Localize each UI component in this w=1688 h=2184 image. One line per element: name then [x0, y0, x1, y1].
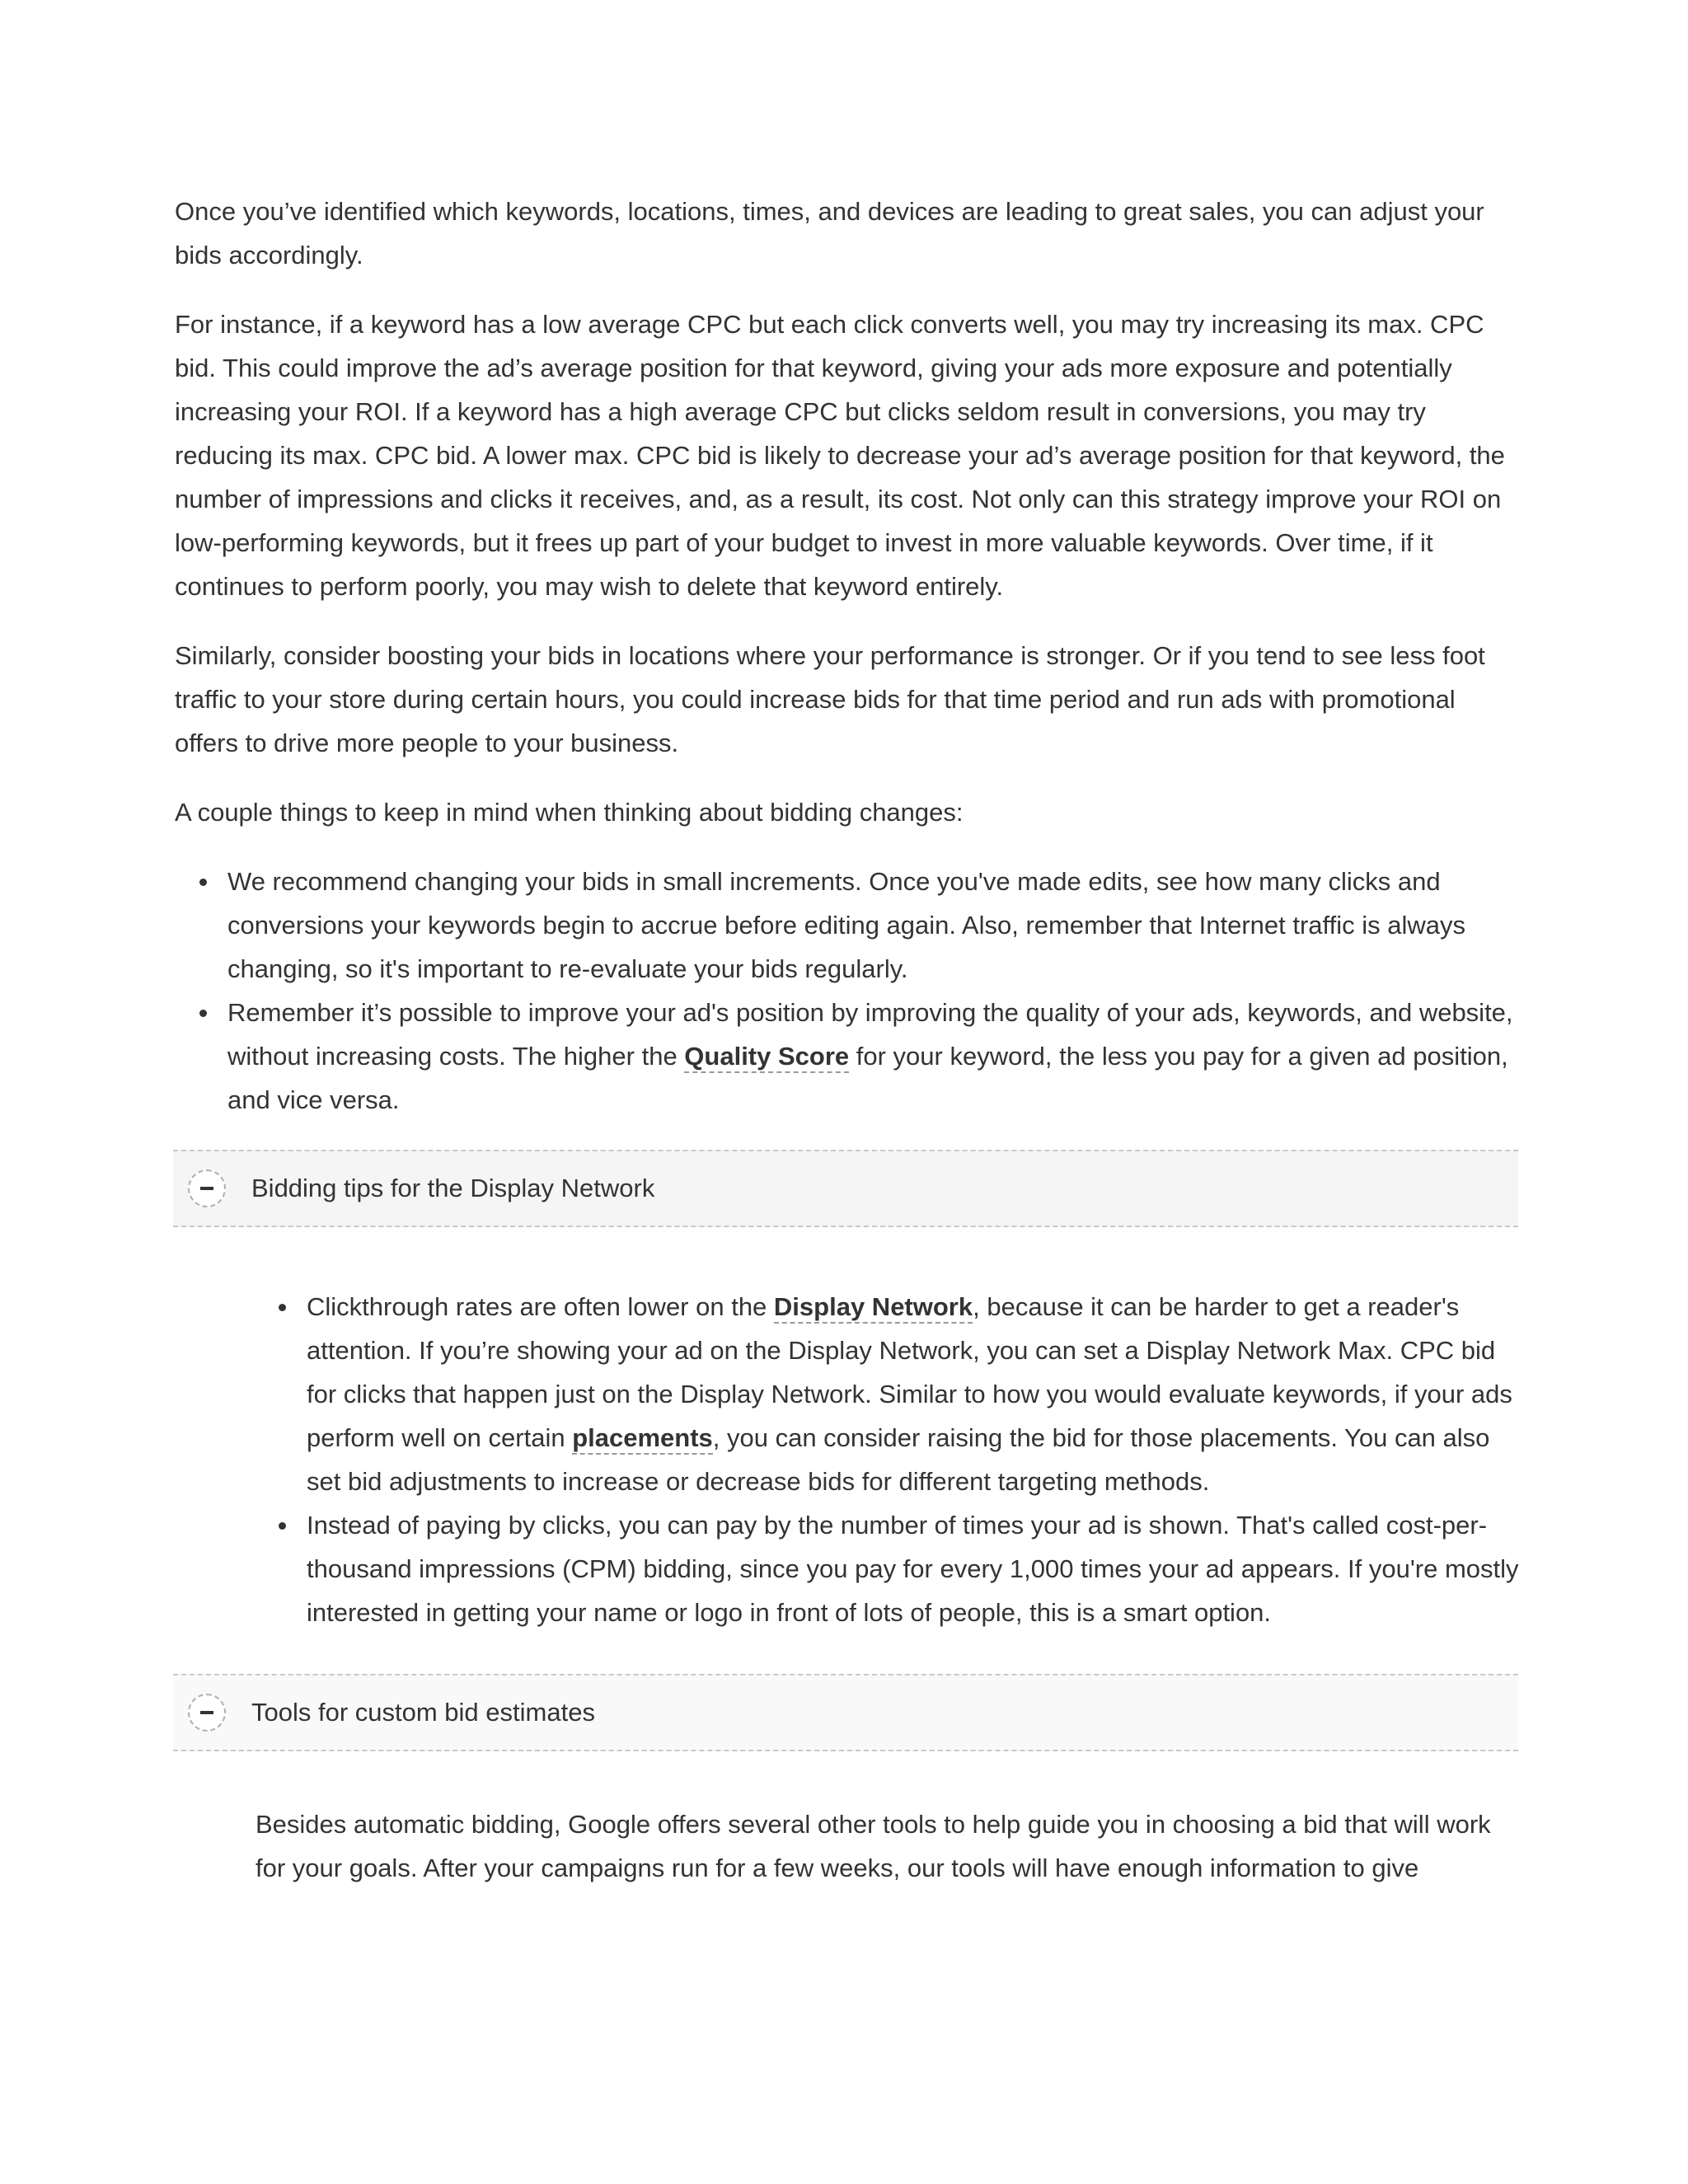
- display-network-section-header[interactable]: [173, 1150, 1518, 1227]
- list-item: [175, 860, 1520, 991]
- list-item: [175, 991, 1520, 1122]
- list-item-text-after: for your keyword, the less you pay for a given ad position, and vice versa.: [227, 1042, 1508, 1114]
- minus-circle-icon[interactable]: [188, 1169, 226, 1207]
- list-item: [254, 1503, 1520, 1634]
- display-network-link[interactable]: Display Network: [774, 1292, 973, 1324]
- locations-paragraph: Similarly, consider boosting your bids in locations where your performance is stronger. Or if you tend to see less foot traffic to your store during certain hours, you could increase bids for that time period and run ads with promotional offers to drive more people to your business.: [175, 641, 1485, 757]
- list-item-text: We recommend changing your bids in small increments. Once you've made edits, see how many clicks and conversions your keywords begin to accrue before editing again. Also, remember that Internet traffic is always changing, so it's important to re-evaluate your bids regularly.: [227, 867, 1465, 983]
- list-item-text-middle: , because it can be harder to get a reader's attention. If you’re showing your ad on the Display Network, you can set a Display Network Max. CPC bid for clicks that happen just on the Display Network. Similar to how you would evaluate keywords, if your ads perform well on certain: [307, 1292, 1512, 1452]
- list-item-text-before: Clickthrough rates are often lower on the: [307, 1292, 774, 1321]
- display-network-section-title: Bidding tips for the Display Network: [251, 1174, 655, 1202]
- custom-bid-section-header[interactable]: [173, 1674, 1518, 1751]
- bidding-changes-intro: A couple things to keep in mind when thinking about bidding changes:: [175, 798, 964, 827]
- cpc-bid-paragraph: For instance, if a keyword has a low average CPC but each click converts well, you may try increasing its max. CPC bid. This could improve the ad’s average position for that keyword, giving your ads more exposure and potentially increasing your ROI. If a keyword has a high average CPC but clicks seldom result in conversions, you may try reducing its max. CPC bid. A lower max. CPC bid is likely to decrease your ad’s average position for that keyword, the number of impressions and clicks it receives, and, as a result, its cost. Not only can this strategy improve your ROI on low-performing keywords, but it frees up part of your budget to invest in more valuable keywords. Over time, if it continues to perform poorly, you may wish to delete that keyword entirely.: [175, 310, 1505, 601]
- display-network-section-body: [175, 1285, 1520, 1634]
- bidding-changes-list: [175, 860, 1520, 1122]
- placements-link[interactable]: placements: [572, 1423, 713, 1455]
- custom-bid-section-title: Tools for custom bid estimates: [251, 1698, 595, 1727]
- list-item-text-before: Remember it’s possible to improve your ad's position by improving the quality of your ads, keywords, and website, without increasing costs. The higher the: [227, 998, 1513, 1071]
- minus-circle-icon[interactable]: [188, 1694, 226, 1732]
- list-item-text-after: , you can consider raising the bid for those placements. You can also set bid adjustments to increase or decrease bids for different targeting methods.: [307, 1423, 1490, 1496]
- quality-score-link[interactable]: Quality Score: [684, 1042, 849, 1073]
- intro-paragraph: Once you’ve identified which keywords, locations, times, and devices are leading to great sales, you can adjust your bids accordingly.: [175, 197, 1484, 269]
- display-network-tips-list: [254, 1285, 1520, 1634]
- custom-bid-paragraph: Besides automatic bidding, Google offers several other tools to help guide you in choosing a bid that will work for your goals. After your campaigns run for a few weeks, our tools will have enough information to give: [256, 1810, 1491, 1882]
- list-item-text: Instead of paying by clicks, you can pay by the number of times your ad is shown. That's called cost-per-thousand impressions (CPM) bidding, since you pay for every 1,000 times your ad appears. If you're mostly interested in getting your name or logo in front of lots of people, this is a smart option.: [307, 1511, 1519, 1627]
- document-page: [175, 190, 1520, 1915]
- list-item: [254, 1285, 1520, 1503]
